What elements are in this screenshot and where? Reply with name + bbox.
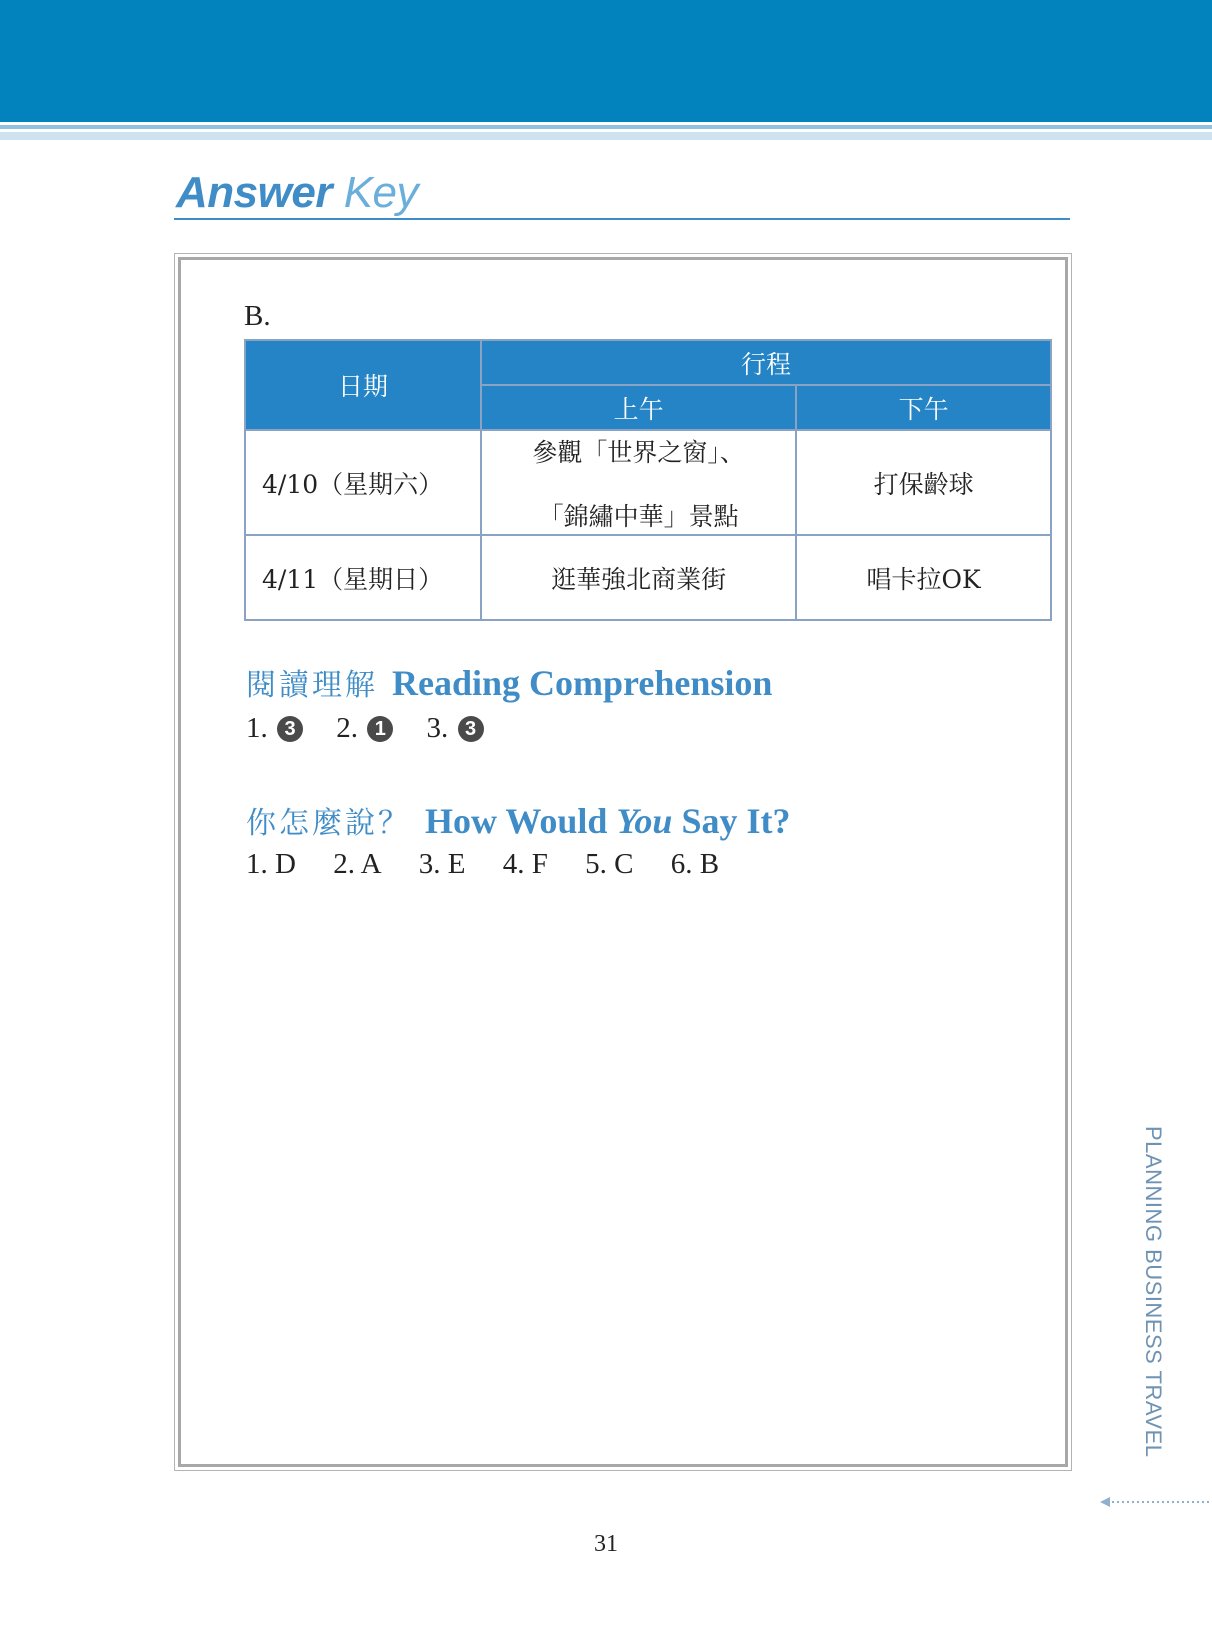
answer-item: 1. D [246,848,296,880]
row-am-line1: 參觀「世界之窗」、 [532,437,745,467]
answer-item [336,712,393,745]
answer-item [427,712,484,745]
reading-answers [246,712,510,745]
say-it-answers [246,848,749,881]
header-pm: 下午 [796,385,1051,430]
header-am: 上午 [481,385,796,430]
reading-heading-zh: 閱讀理解 [246,668,378,703]
banner-rule-light [0,132,1212,140]
row-date: 4/11（星期日） [245,535,481,620]
row-pm: 打保齡球 [796,430,1051,535]
answer-item [246,712,303,745]
table-row [245,430,1051,535]
circled-number-icon: 1 [367,716,393,742]
say-it-heading-part: How Would [425,801,617,841]
say-it-heading-zh: 你怎麼說？ [246,806,411,841]
answer-item: 6. B [670,848,720,880]
say-it-heading-italic: You [616,801,673,841]
answer-number: 2. [336,712,358,744]
answer-item: 2. A [333,848,382,880]
table-row [245,535,1051,620]
page-number: 31 [594,1531,618,1557]
top-banner [0,0,1212,122]
row-am-line2: 「錦繡中華」景點 [538,501,739,531]
banner-rule [0,125,1212,129]
circled-number-icon: 3 [277,716,303,742]
title-word-key: Key [343,168,419,217]
answer-number: 1. [246,712,268,744]
answer-item: 5. C [585,848,634,880]
say-it-heading-en [425,801,790,841]
reading-heading-en: Reading Comprehension [392,663,773,703]
answer-item: 3. E [418,848,466,880]
answer-item: 4. F [502,848,548,880]
page-title [176,168,418,218]
section-b-label: B. [244,300,271,332]
header-date: 日期 [245,340,481,430]
row-am: 逛華強北商業街 [481,535,796,620]
schedule-table [244,339,1052,621]
row-pm: 唱卡拉OK [796,535,1051,620]
say-it-heading [246,798,790,842]
circled-number-icon: 3 [458,716,484,742]
row-date: 4/10（星期六） [245,430,481,535]
row-am [481,430,796,535]
left-arrow-icon [1100,1496,1212,1508]
reading-heading [246,660,772,704]
say-it-heading-part: Say It? [672,801,791,841]
side-chapter-label: PLANNING BUSINESS TRAVEL [1141,1126,1166,1458]
title-word-answer: Answer [176,168,332,217]
answer-number: 3. [426,712,449,744]
header-schedule: 行程 [481,340,1051,385]
title-underline [174,218,1070,220]
